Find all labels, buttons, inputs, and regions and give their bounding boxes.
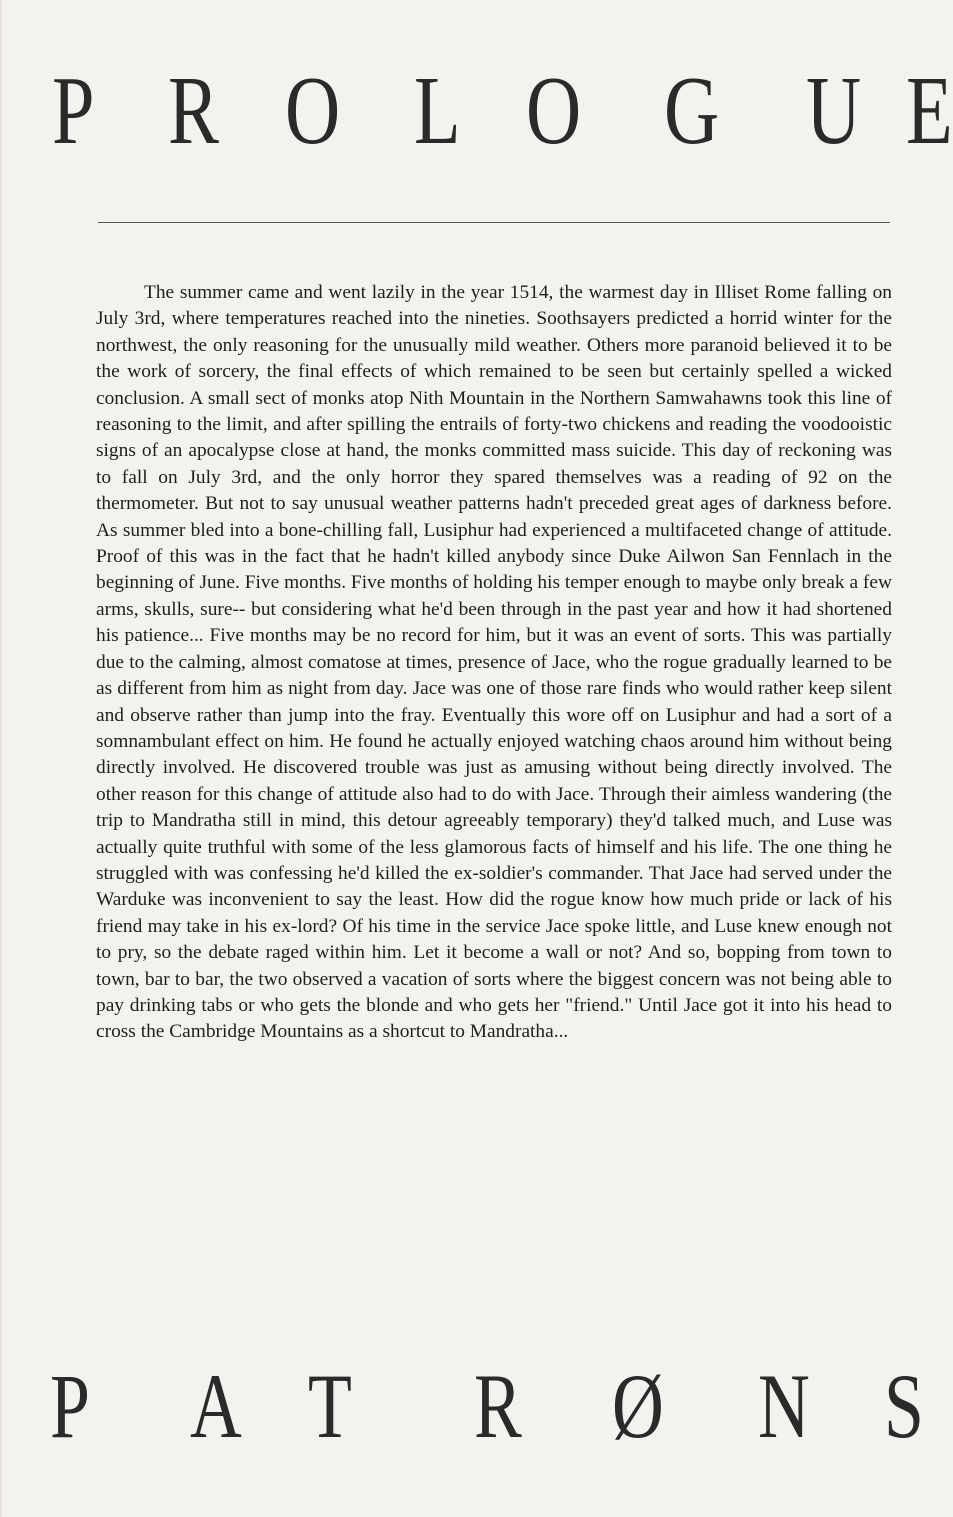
title-letter: O	[285, 57, 341, 165]
title-letter: U	[806, 57, 862, 165]
footer-letter: N	[758, 1355, 810, 1457]
footer-letter: A	[190, 1355, 242, 1457]
page-title	[0, 57, 953, 182]
footer-letter: Ø	[612, 1355, 664, 1457]
footer-letter: R	[474, 1355, 522, 1457]
title-letter: L	[414, 57, 461, 165]
footer-letter: S	[884, 1355, 924, 1457]
title-letter: R	[168, 57, 219, 165]
title-letter: O	[526, 57, 582, 165]
footer-letter: T	[308, 1355, 352, 1457]
prologue-body: The summer came and went lazily in the year 1514, the warmest day in Illiset Rome falling on July 3rd, where temperatures reached into the nineties. Soothsayers predicted a horrid winter for the northwest, the only reasoning for the unusually mild weather. Others more paranoid believed it to be the work of sorcery, the final effects of which remained to be seen but certainly spelled a wicked conclusion. A small sect of monks atop Nith Mountain in the Northern Samwahawns took this line of reasoning to the limit, and after spilling the entrails of forty-two chickens and reading the voodooistic signs of an apocalypse close at hand, the monks committed mass suicide. This day of reckoning was to fall on July 3rd, and the only horror they spared themselves was a reading of 92 on the thermometer. But not to say unusual weather patterns hadn't preceded great ages of darkness before. As summer bled into a bone-chilling fall, Lusiphur had experienced a multifaceted change of attitude. Proof of this was in the fact that he hadn't killed anybody since Duke Ailwon San Fennlach in the beginning of June. Five months. Five months of holding his temper enough to maybe only break a few arms, skulls, sure-- but considering what he'd been through in the past year and how it had shortened his patience... Five months may be no record for him, but it was an event of sorts. This was partially due to the calming, almost comatose at times, presence of Jace, who the rogue gradually learned to be as different from him as night from day. Jace was one of those rare finds who would rather keep silent and observe rather than jump into the fray. Eventually this wore off on Lusiphur and had a sort of a somnambulant effect on him. He found he actually enjoyed watching chaos around him without being directly involved. He discovered trouble was just as amusing without being directly involved. The other reason for this change of attitude also had to do with Jace. Through their aimless wandering (the trip to Mandratha still in mind, this detour agreeably temporary) they'd talked much, and Luse was actually quite truthful with some of the less glamorous facts of himself and his life. The one thing he struggled with was confessing he'd killed the ex-soldier's commander. That Jace had served under the Warduke was inconvenient to say the least. How did the rogue know how much pride or lack of his friend may take in his ex-lord? Of his time in the service Jace spoke little, and Luse knew enough not to pry, so the debate raged within him. Let it become a wall or not? And so, bopping from town to town, bar to bar, the two observed a vacation of sorts where the biggest concern was not being able to pay drinking tabs or who gets the blonde and who gets her "friend." Until Jace got it into his head to cross the Cambridge Mountains as a shortcut to Mandratha...	[96, 282, 892, 1043]
footer-letter: P	[50, 1355, 90, 1457]
title-letter: E	[906, 57, 953, 165]
footer-title	[0, 1355, 953, 1480]
title-letter: G	[664, 57, 720, 165]
title-letter: P	[52, 57, 95, 165]
divider-rule	[98, 222, 890, 223]
page-edge	[0, 0, 2, 1517]
